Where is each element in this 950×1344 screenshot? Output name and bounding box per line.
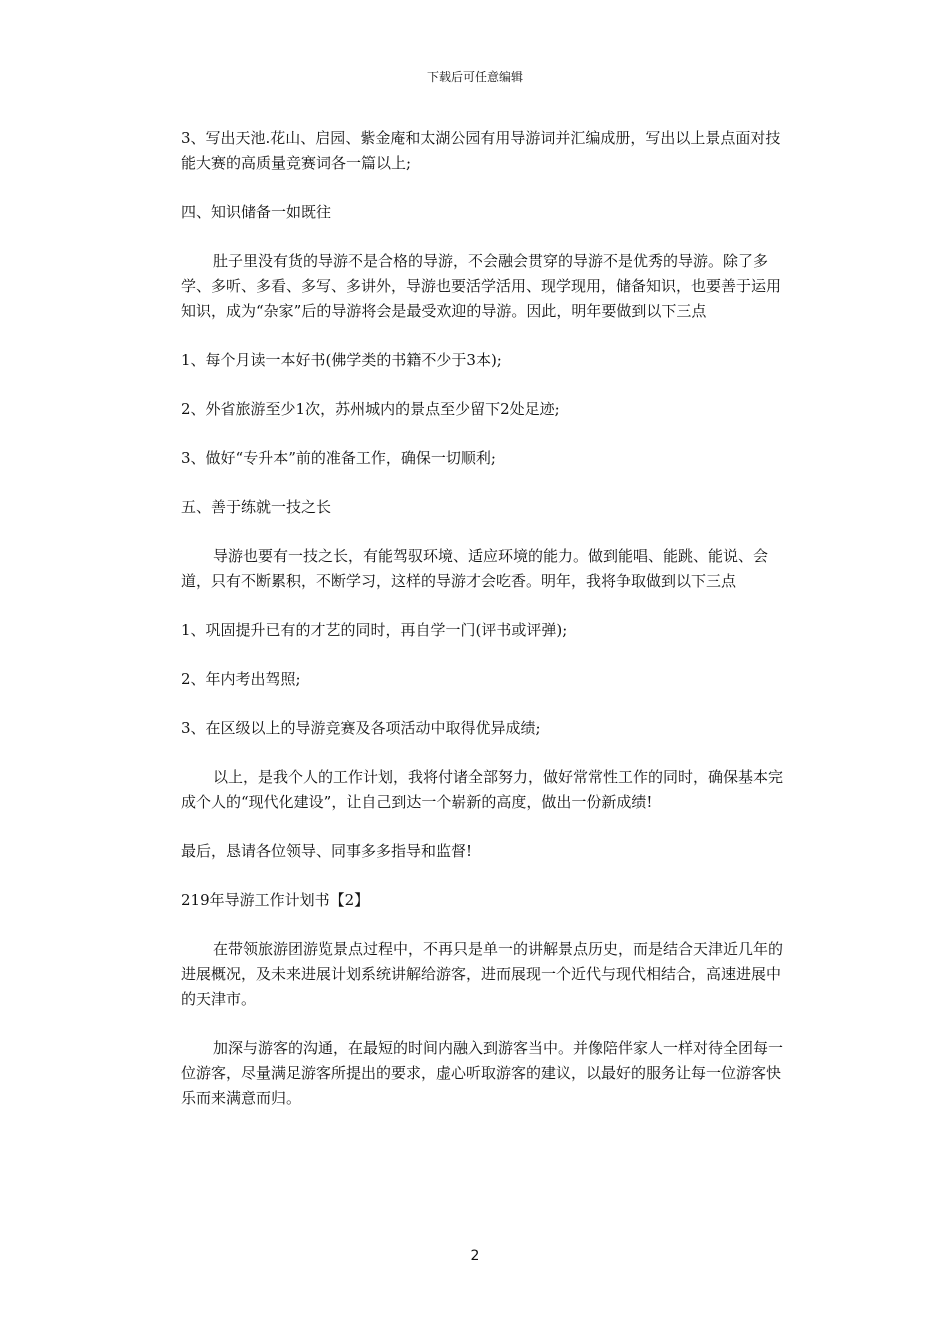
paragraph-knowledge: 肚子里没有货的导游不是合格的导游，不会融会贯穿的导游不是优秀的导游。除了多学、多听、多看、多写、多讲外，导游也要活学活用、现学现用，储备知识，也要善于运用知识，成为“杂家”后的导游将会是最受欢迎的导游。因此，明年要做到以下三点: [181, 252, 782, 320]
list-item-talent: 1、巩固提升已有的才艺的同时，再自学一门(评书或评弹);: [181, 621, 568, 639]
document-body: [181, 126, 791, 1135]
section-heading-knowledge: 四、知识储备一如既往: [181, 203, 332, 221]
list-item-driving-license: 2、年内考出驾照;: [181, 670, 301, 688]
paragraph-closing: 最后，恳请各位领导、同事多多指导和监督!: [181, 842, 473, 860]
paragraph-skill: 导游也要有一技之长，有能驾驭环境、适应环境的能力。做到能唱、能跳、能说、会道，只有不断累积，不断学习，这样的导游才会吃香。明年，我将争取做到以下三点: [181, 547, 769, 590]
paragraph-communication: 加深与游客的沟通，在最短的时间内融入到游客当中。并像陪伴家人一样对待全团每一位游客，尽量满足游客所提出的要求，虚心听取游客的建议，以最好的服务让每一位游客快乐而来满意而归。: [181, 1039, 784, 1107]
section-heading-skill: 五、善于练就一技之长: [181, 498, 332, 516]
page-number: 2: [470, 1248, 480, 1264]
list-item-prepare-exam: 3、做好“专升本”前的准备工作，确保一切顺利;: [181, 449, 496, 467]
paragraph-tour-commentary: 在带领旅游团游览景点过程中，不再只是单一的讲解景点历史，而是结合天津近几年的进展概况，及未来进展计划系统讲解给游客，进而展现一个近代与现代相结合，高速进展中的天津市。: [181, 940, 784, 1008]
paragraph-summary: 以上，是我个人的工作计划，我将付诸全部努力，做好常常性工作的同时，确保基本完成个人的“现代化建设”，让自己到达一个崭新的高度，做出一份新成绩!: [181, 768, 784, 811]
document-subtitle: 219年导游工作计划书【2】: [181, 891, 370, 909]
list-item-travel: 2、外省旅游至少1次，苏州城内的景点至少留下2处足迹;: [181, 400, 560, 418]
list-item-read-books: 1、每个月读一本好书(佛学类的书籍不少于3本);: [181, 351, 502, 369]
page-header: 下载后可任意编辑: [426, 70, 523, 84]
list-item-competition: 3、在区级以上的导游竞赛及各项活动中取得优异成绩;: [181, 719, 541, 737]
paragraph-scenic-commentary: 3、写出天池.花山、启园、紫金庵和太湖公园有用导游词并汇编成册，写出以上景点面对技能大赛的高质量竞赛词各一篇以上;: [181, 129, 781, 172]
